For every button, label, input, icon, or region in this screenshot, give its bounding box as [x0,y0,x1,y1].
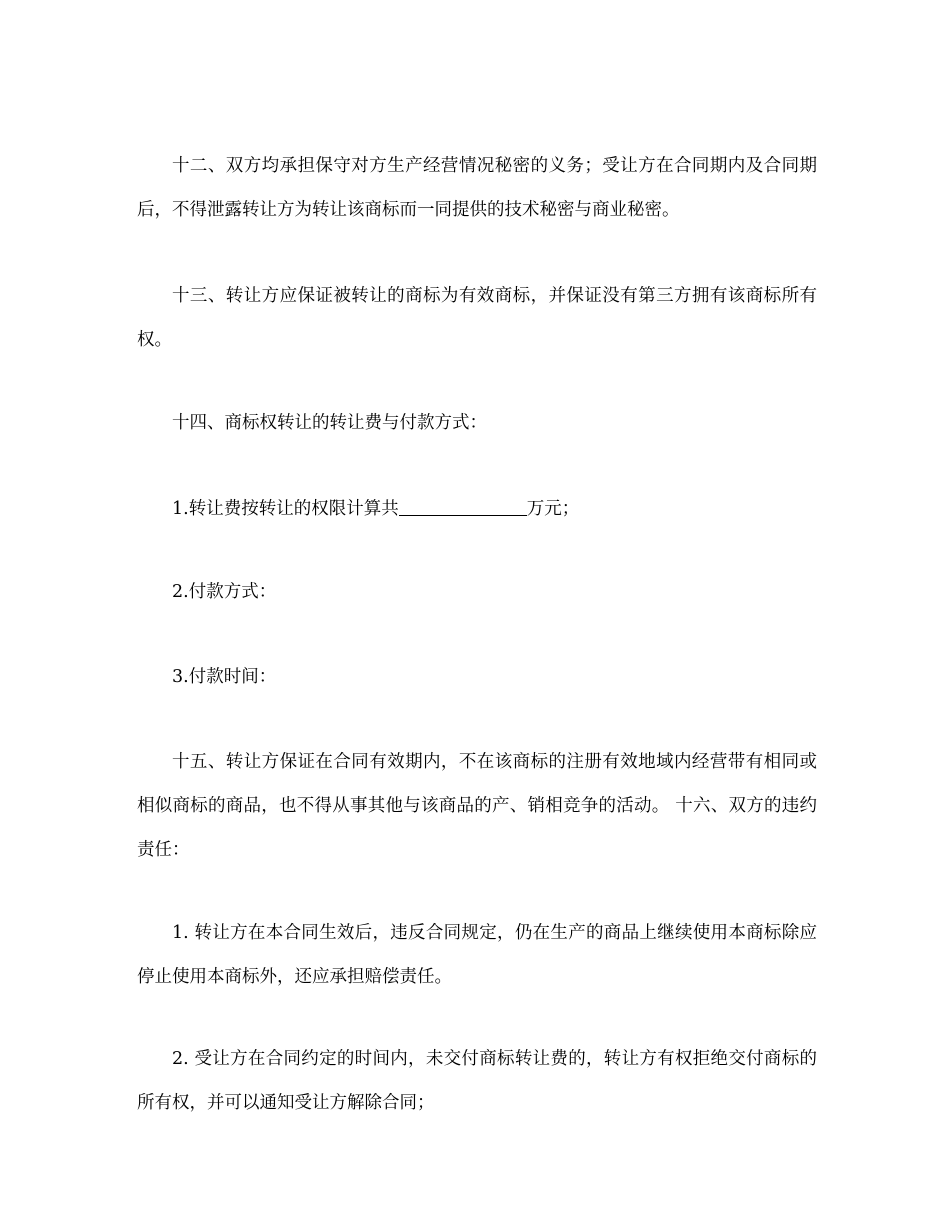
clause-16-item-1: 1. 转让方在本合同生效后，违反合同规定，仍在生产的商品上继续使用本商标除应停止使用本商标外，还应承担赔偿责任。 [137,923,817,987]
clause-14-fee-payment: 十四、商标权转让的转让费与付款方式： [172,413,487,433]
fee-text-before: 1.转让费按转让的权限计算共 [172,499,399,519]
fee-text-after: 万元； [526,499,580,519]
clause-14-item-3: 3.付款时间： [172,667,277,687]
clause-16-item-2: 2. 受让方在合同约定的时间内，未交付商标转让费的，转让方有权拒绝交付商标的所有权，并可以通知受让方解除合同； [137,1049,817,1113]
clause-14-item-2: 2.付款方式： [172,582,277,602]
clause-14-item-1 [137,487,817,531]
clause-13-valid-trademark: 十三、转让方应保证被转让的商标为有效商标，并保证没有第三方拥有该商标所有权。 [137,286,817,350]
clause-12-confidentiality: 十二、双方均承担保守对方生产经营情况秘密的义务；受让方在合同期内及合同期后，不得泄露转让方为转让该商标而一同提供的技术秘密与商业秘密。 [137,156,817,220]
fee-amount-blank [399,495,527,516]
clause-15-non-compete: 十五、转让方保证在合同有效期内，不在该商标的注册有效地域内经营带有相同或相似商标的商品，也不得从事其他与该商品的产、销相竞争的活动。 十六、双方的违约责任： [137,752,817,860]
